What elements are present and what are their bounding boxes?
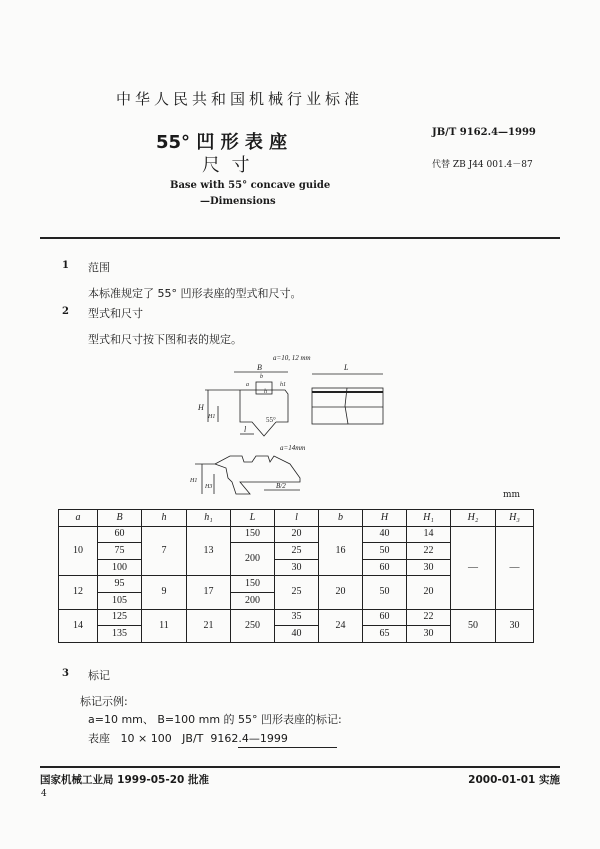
table-header-row (59, 510, 534, 527)
table-cell: 25 (275, 543, 319, 560)
column-header: H₁ (407, 510, 451, 527)
table-cell: 7 (142, 526, 187, 576)
section-2-text: 型式和尺寸按下图和表的规定。 (88, 333, 242, 346)
caption-a-10-12: a=10, 12 mm (273, 354, 311, 362)
section-3-number: 3 (62, 668, 69, 679)
section-1-number: 1 (62, 260, 69, 271)
issuer: 国家机械工业局 1999-05-20 批准 (40, 774, 209, 786)
dimensions-table (58, 509, 534, 643)
marking-example: 表座 10 × 100 JB/T 9162.4—1999 (88, 732, 288, 745)
table-cell: 30 (496, 609, 534, 642)
table-cell: 30 (407, 559, 451, 576)
table-cell: 60 (98, 526, 142, 543)
svg-text:a: a (246, 382, 249, 388)
table-cell: 17 (187, 576, 231, 609)
table-cell: 21 (187, 609, 231, 642)
table-cell: 150 (231, 526, 275, 543)
table-cell: 16 (319, 526, 363, 576)
table-cell: 22 (407, 609, 451, 626)
table-cell: 30 (407, 626, 451, 643)
svg-text:H3: H3 (205, 484, 213, 490)
table-cell: 150 (231, 576, 275, 593)
table-cell: 50 (363, 576, 407, 609)
svg-text:H: H (198, 403, 204, 412)
table-cell: 60 (363, 609, 407, 626)
table-cell: 135 (98, 626, 142, 643)
table-cell: 30 (275, 559, 319, 576)
header-rule (40, 237, 560, 239)
table-cell: 10 (59, 526, 98, 576)
svg-text:H1: H1 (190, 478, 198, 484)
replaces-standard: 代替 ZB J44 001.4－87 (432, 160, 533, 170)
end-rule (238, 747, 337, 748)
table-cell: 40 (275, 626, 319, 643)
table-cell: 14 (59, 609, 98, 642)
table-cell: 250 (231, 609, 275, 642)
table-cell: 11 (142, 609, 187, 642)
table-cell: 22 (407, 543, 451, 560)
svg-text:B: B (257, 363, 262, 372)
table-cell: 9 (142, 576, 187, 609)
table-cell: 65 (363, 626, 407, 643)
table-cell: 20 (407, 576, 451, 609)
column-header: h₁ (187, 510, 231, 527)
svg-text:l: l (244, 425, 247, 434)
table-cell: 20 (319, 576, 363, 609)
column-header: a (59, 510, 98, 527)
org-title: 中华人民共和国机械行业标准 (116, 90, 364, 108)
section-2-title: 型式和尺寸 (88, 307, 143, 320)
column-header: b (319, 510, 363, 527)
doc-subtitle-cn: 尺 寸 (202, 155, 250, 176)
section-2-number: 2 (62, 306, 69, 317)
table-cell: 14 (407, 526, 451, 543)
svg-text:55°: 55° (266, 416, 276, 424)
table-cell: 50 (363, 543, 407, 560)
table-cell: 125 (98, 609, 142, 626)
standard-number: JB/T 9162.4—1999 (432, 127, 536, 138)
svg-text:L: L (344, 363, 349, 372)
table-cell: 75 (98, 543, 142, 560)
table-cell: — (496, 526, 534, 609)
page-number: 4 (41, 789, 47, 799)
section-1-title: 范围 (88, 261, 110, 274)
footer-rule (40, 766, 560, 768)
table-cell: 200 (231, 592, 275, 609)
table-cell: 40 (363, 526, 407, 543)
svg-text:H1: H1 (208, 414, 216, 420)
unit-label: mm (503, 490, 521, 500)
table-cell: 24 (319, 609, 363, 642)
column-header: h (142, 510, 187, 527)
column-header: l (275, 510, 319, 527)
section-3-title: 标记 (88, 669, 110, 682)
table-cell: 13 (187, 526, 231, 576)
table-cell: 35 (275, 609, 319, 626)
caption-a-14: a=14mm (280, 444, 306, 452)
column-header: H (363, 510, 407, 527)
column-header: H₃ (496, 510, 534, 527)
table-cell: 105 (98, 592, 142, 609)
column-header: L (231, 510, 275, 527)
section-1-text: 本标准规定了 55° 凹形表座的型式和尺寸。 (88, 287, 302, 300)
table-cell: 200 (231, 543, 275, 576)
doc-title-en: Base with 55° concave guide (170, 180, 331, 191)
table-cell: 20 (275, 526, 319, 543)
dimension-drawing (180, 350, 420, 500)
table-cell: 50 (451, 609, 496, 642)
table-row (59, 526, 534, 543)
table-cell: 12 (59, 576, 98, 609)
column-header: H₂ (451, 510, 496, 527)
svg-text:B/2: B/2 (276, 482, 286, 490)
table-cell: 60 (363, 559, 407, 576)
marking-example-desc: a=10 mm、 B=100 mm 的 55° 凹形表座的标记: (88, 713, 342, 726)
table-cell: 95 (98, 576, 142, 593)
marking-example-label: 标记示例: (80, 695, 128, 708)
svg-text:h1: h1 (280, 382, 286, 388)
svg-text:b: b (260, 374, 263, 380)
effective-date: 2000-01-01 实施 (468, 774, 560, 786)
svg-text:h: h (264, 389, 267, 395)
doc-title-cn: 55° 凹 形 表 座 (156, 132, 288, 153)
doc-subtitle-en: —Dimensions (200, 196, 276, 207)
column-header: B (98, 510, 142, 527)
table-cell: 100 (98, 559, 142, 576)
table-cell: 25 (275, 576, 319, 609)
table-cell: — (451, 526, 496, 609)
